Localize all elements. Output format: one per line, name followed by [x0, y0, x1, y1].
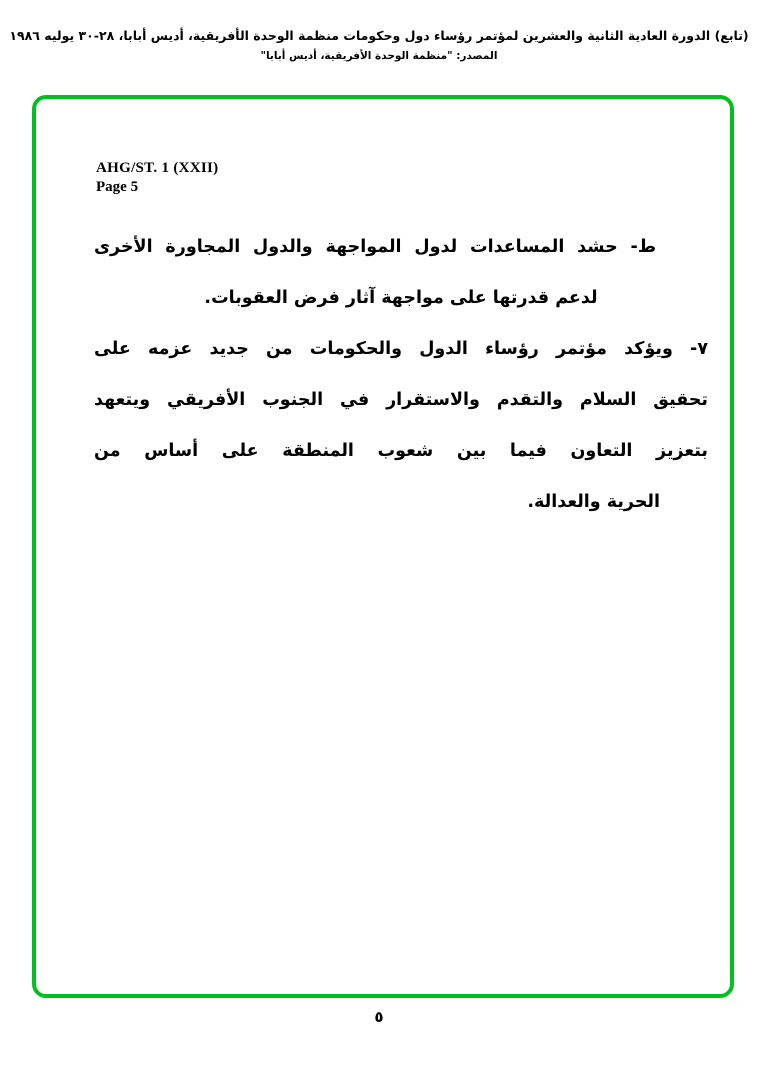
body-line: لدعم قدرتها على مواجهة آثار فرض العقوبات.	[204, 288, 598, 308]
header-session-title: (تابع) الدورة العادية الثانية والعشرين لمؤتمر رؤساء دول وحكومات منظمة الوحدة الأفريقية، أديس أبابا، ٢٨-٣٠ يوليه ١٩٨٦	[9, 28, 749, 43]
document-frame	[32, 95, 734, 998]
body-line: ٧- ويؤكد مؤتمر رؤساء الدول والحكومات من جديد عزمه على	[94, 339, 708, 359]
page-header	[8, 28, 750, 62]
body-line: ط- حشد المساعدات لدول المواجهة والدول المجاورة الأخرى	[94, 237, 656, 257]
footer-page-number: ٥	[374, 1008, 384, 1026]
document-reference-block	[96, 159, 218, 197]
document-body	[94, 222, 708, 528]
body-line: تحقيق السلام والتقدم والاستقرار في الجنوب الأفريقي ويتعهد	[94, 390, 708, 410]
document-reference: AHG/ST. 1 (XXII)	[96, 160, 219, 176]
body-line: بتعزيز التعاون فيما بين شعوب المنطقة على أساس من	[94, 441, 708, 461]
document-page-label: Page 5	[96, 179, 139, 195]
body-line: الحرية والعدالة.	[527, 492, 660, 512]
header-source-line: المصدر: "منظمة الوحدة الأفريقية، أديس أبابا"	[260, 50, 498, 62]
